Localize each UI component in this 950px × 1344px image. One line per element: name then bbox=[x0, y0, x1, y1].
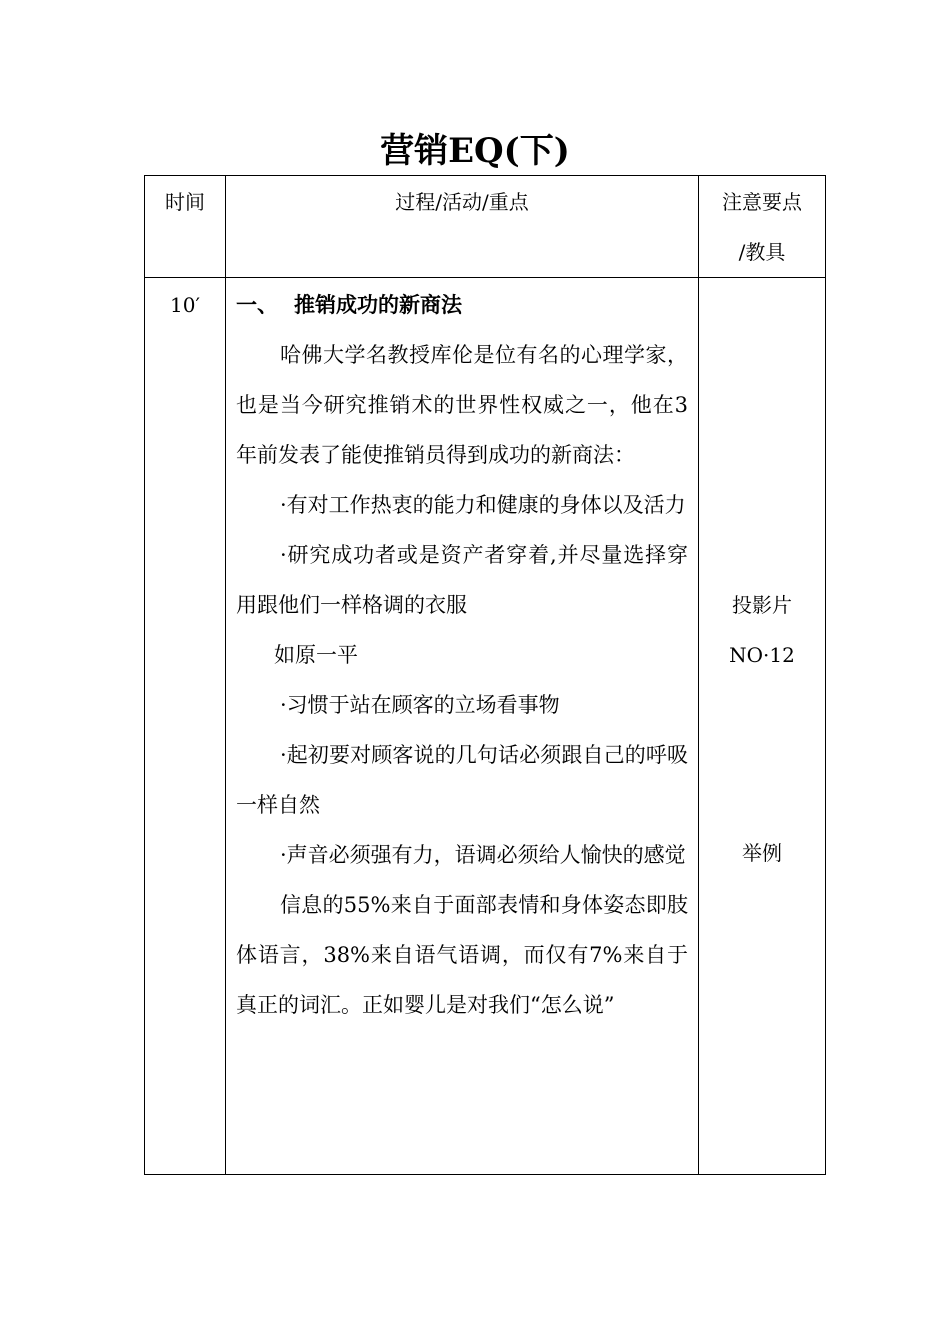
header-notes bbox=[699, 176, 826, 278]
paragraph-stats: 信息的55%来自于面部表情和身体姿态即肢体语言，38%来自语气语调，而仅有7%来自于真正的词汇。正如婴儿是对我们“怎么说” bbox=[236, 893, 688, 1017]
header-notes-line1: 注意要点 bbox=[722, 190, 802, 214]
section-heading bbox=[236, 280, 688, 330]
bullet-point-5: ·声音必须强有力，语调必须给人愉快的感觉 bbox=[280, 843, 686, 867]
example-line: 如原一平 bbox=[274, 643, 358, 667]
section-number: 一、 bbox=[236, 292, 278, 317]
time-value: 10′ bbox=[170, 293, 200, 317]
process-content bbox=[226, 278, 698, 1030]
notes-cell bbox=[699, 278, 826, 1175]
bullet-point-4: ·起初要对顾客说的几句话必须跟自己的呼吸一样自然 bbox=[236, 743, 688, 817]
time-cell bbox=[145, 278, 226, 1175]
bullet-point-2: ·研究成功者或是资产者穿着,并尽量选择穿用跟他们一样格调的衣服 bbox=[236, 543, 688, 617]
header-notes-label bbox=[699, 176, 825, 277]
note-example: 举例 bbox=[742, 841, 782, 865]
header-time-label: 时间 bbox=[165, 190, 205, 214]
header-process bbox=[226, 176, 699, 278]
bullet-point-3: ·习惯于站在顾客的立场看事物 bbox=[280, 693, 560, 717]
header-time bbox=[145, 176, 226, 278]
note-projector: 投影片 bbox=[732, 593, 792, 617]
header-notes-line2: /教具 bbox=[738, 240, 786, 264]
bullet-point-1: ·有对工作热衷的能力和健康的身体以及活力 bbox=[280, 493, 686, 517]
table-row bbox=[145, 278, 826, 1175]
header-process-label: 过程/活动/重点 bbox=[395, 190, 529, 214]
process-cell bbox=[226, 278, 699, 1175]
document-title: 营销EQ(下) bbox=[380, 131, 570, 171]
paragraph-intro: 哈佛大学名教授库伦是位有名的心理学家，也是当今研究推销术的世界性权威之一，他在3年前发表了能使推销员得到成功的新商法： bbox=[236, 343, 688, 467]
table-header-row bbox=[145, 176, 826, 278]
section-title: 推销成功的新商法 bbox=[294, 292, 462, 317]
lesson-plan-table bbox=[144, 175, 826, 1175]
note-slide-number: NO·12 bbox=[729, 643, 795, 667]
